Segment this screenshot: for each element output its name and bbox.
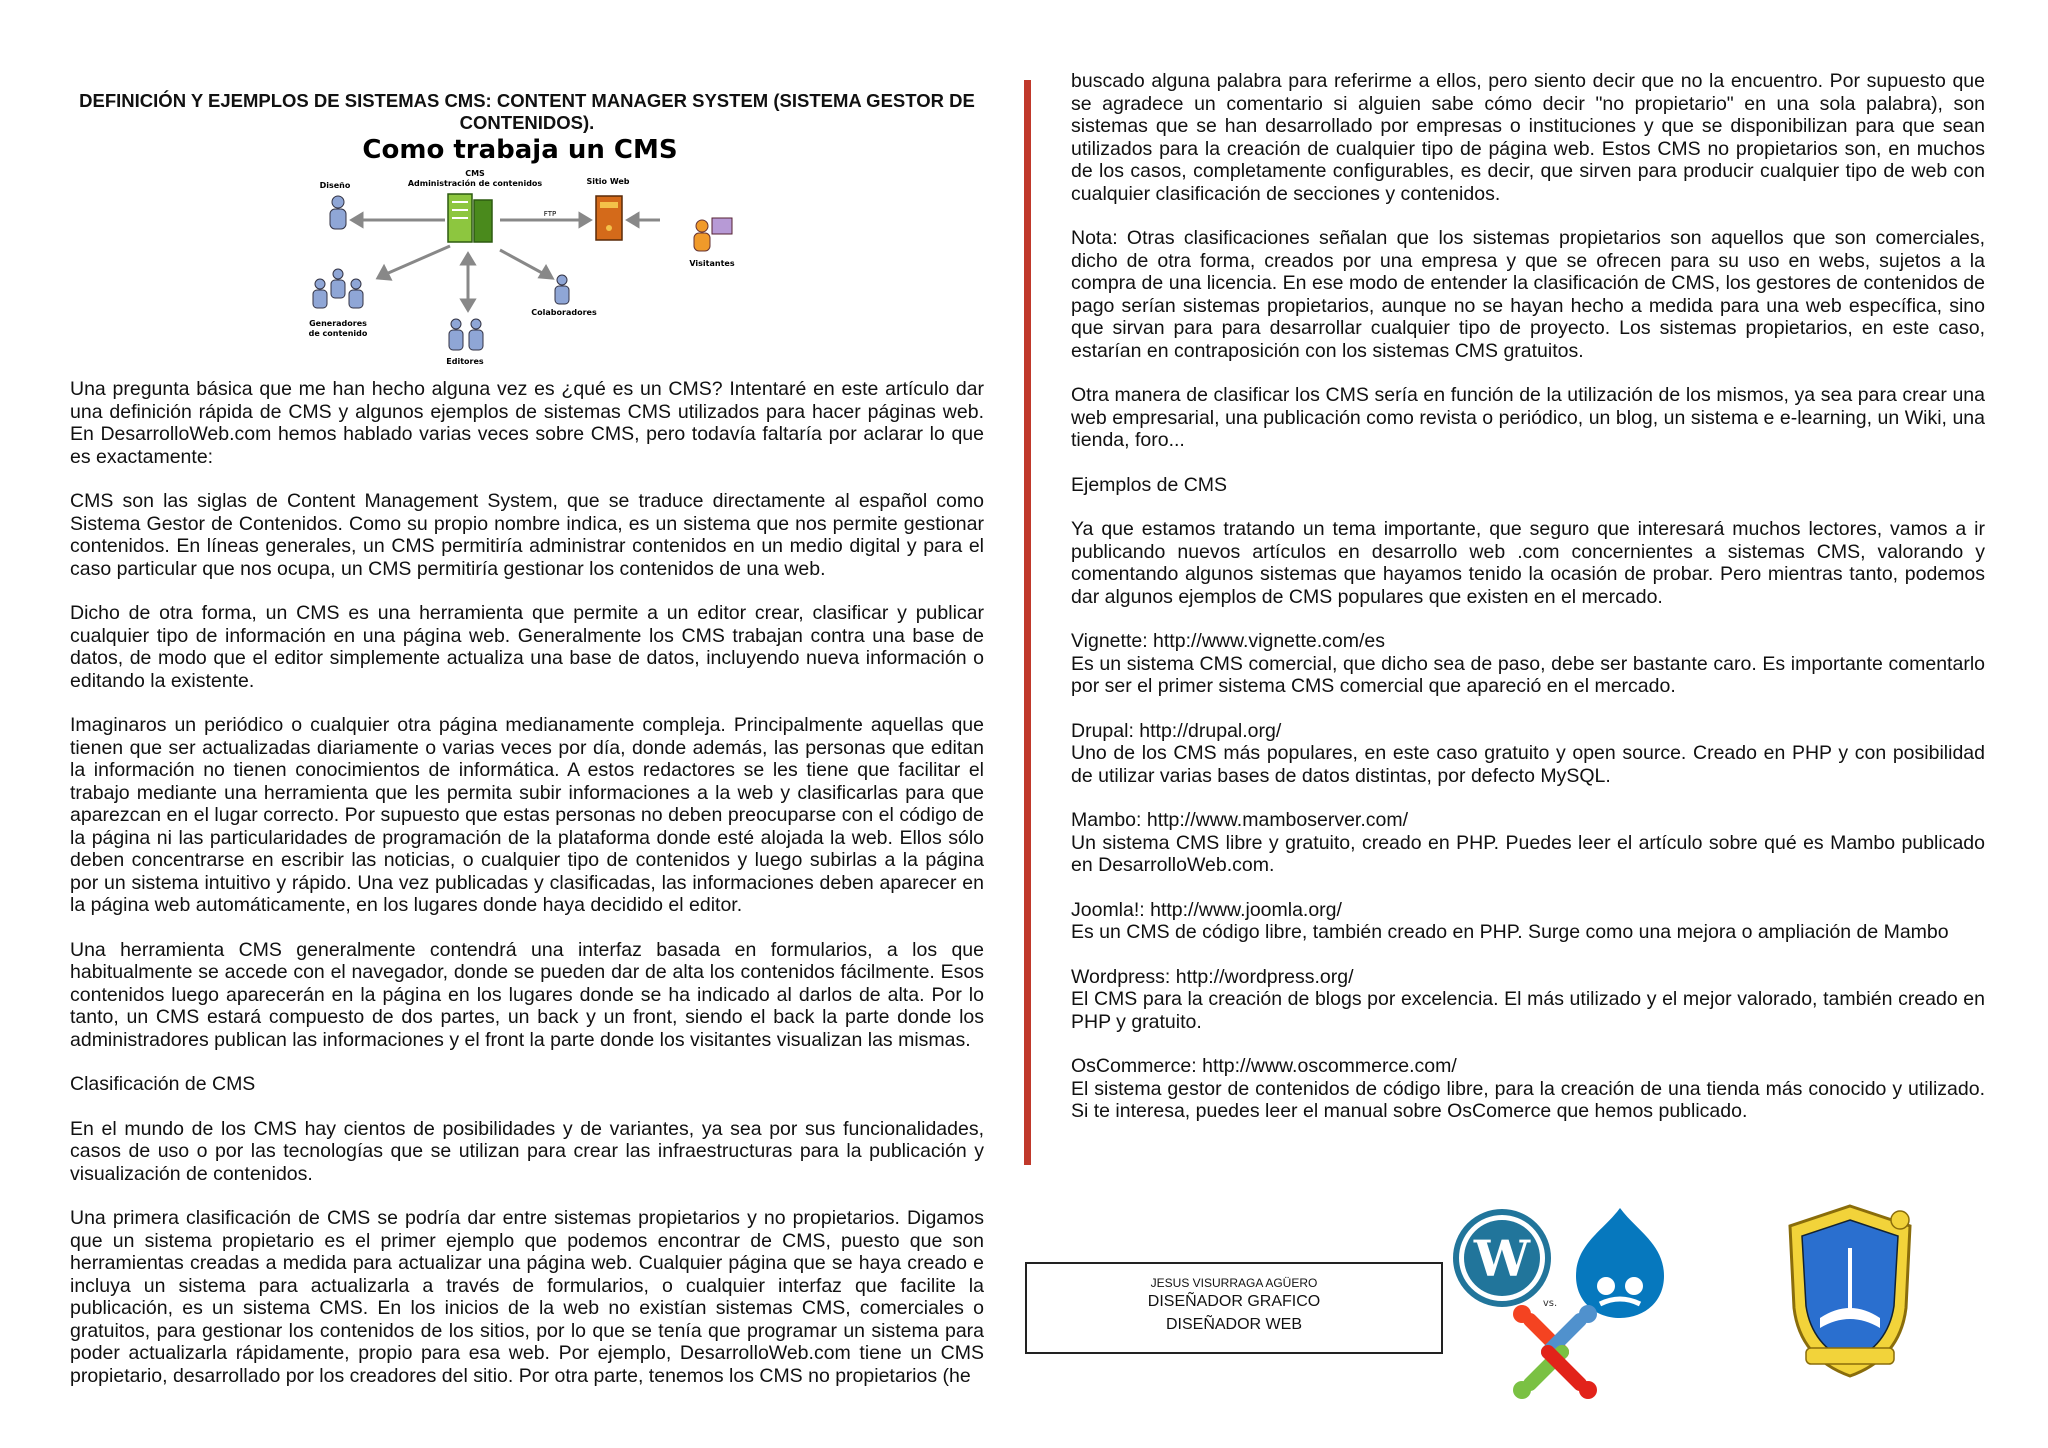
example-desc: Es un CMS de código libre, también creado en PHP. Surge como una mejora o ampliación de Mambo (1071, 921, 1949, 943)
diagram-editores-label: Editores (446, 357, 484, 366)
example-vignette (1071, 630, 1985, 698)
right-column (1071, 70, 1985, 1123)
diagram-cms-label: CMS (465, 169, 485, 178)
diagram-generators-icon (313, 269, 363, 308)
example-desc: Es un sistema CMS comercial, que dicho sea de paso, debe ser bastante caro. Es importante comentarlo por ser el primer sistema CMS comercial que apareció en el mercado. (1071, 652, 1985, 697)
example-name: Vignette: http://www.vignette.com/es (1071, 630, 1385, 652)
cms-logos (1450, 1200, 1670, 1400)
left-column (70, 378, 984, 1387)
diagram-cms-server-icon (448, 194, 492, 242)
document-title: DEFINICIÓN Y EJEMPLOS DE SISTEMAS CMS: CONTENT MANAGER SYSTEM (SISTEMA GESTOR DE CONTENIDOS). (79, 90, 975, 133)
author-role-2: DISEÑADOR WEB (1165, 1316, 1302, 1333)
example-drupal (1071, 720, 1985, 788)
logos-vs-text: vs. (1542, 1298, 1558, 1309)
left-paragraph: CMS son las siglas de Content Management System, que se traduce directamente al español como Sistema Gestor de Contenidos. Como su propio nombre indica, es un sistema que nos permite gestionar contenidos. En líneas generales, un CMS permitiría administrar contenidos en un medio digital y para el caso particular que nos ocupa, un CMS permitiría gestionar los contenidos de una web. (70, 490, 984, 580)
section-heading-clasificacion: Clasificación de CMS (70, 1073, 256, 1095)
left-paragraph: Imaginaros un periódico o cualquier otra página medianamente compleja. Principalmente aquellas que tienen que ser actualizadas diariamente o varias veces por día, donde además, las personas que editan la información no tienen conocimientos de informática. A estos redactores se les tiene que facilitar el trabajo mediante una herramienta que les permita subir informaciones a la web y clasificarlas para que aparezcan en el lugar correcto. Por supuesto que estas personas no deben preocuparse con el código de la página ni las particularidades de programación de la plataforma donde esté alojada la web. Ellos sólo deben concentrarse en escribir las noticias, o cualquier tipo de contenidos y luego subirlas a la página por un sistema intuitivo y rápido. Una vez publicadas y clasificadas, las informaciones deben aparecer en la página web automáticamente, en los lugares donde haya decidido el editor. (70, 714, 984, 916)
example-desc: El sistema gestor de contenidos de código libre, para la creación de una tienda más conocido y utilizado. Si te interesa, puedes leer el manual sobre OsComerce que hemos publicado. (1071, 1077, 1985, 1122)
diagram-diseno-label: Diseño (319, 181, 351, 190)
right-paragraph: Otra manera de clasificar los CMS sería en función de la utilización de los mismos, ya sea para crear una web empresarial, una publicación como revista o periódico, un blog, un sistema e e-learning, un Wiki, una tienda, foro... (1071, 384, 1985, 451)
right-paragraph: Nota: Otras clasificaciones señalan que los sistemas propietarios son aquellos que son comerciales, dicho de otra forma, creados por una empresa y que se ofrecen para su uso en webs, sujetos a la compra de una licencia. En ese modo de entender la clasificación de CMS, los gestores de contenidos de pago serían sistemas propietarios, aunque no se hayan hecho a medida para una web específica, sino que sirvan para para desarrollar cualquier tipo de proyecto. Los sistemas propietarios, en este caso, estarían en contraposición con los sistemas CMS gratuitos. (1071, 227, 1985, 362)
diagram-visitantes-label: Visitantes (689, 259, 735, 268)
example-name: Drupal: http://drupal.org/ (1071, 719, 1282, 742)
left-paragraph: Una primera clasificación de CMS se podría dar entre sistemas propietarios y no propietarios. Digamos que un sistema propietario es el primer ejemplo que podemos encontrar de CMS, puesto que son herramientas creadas a medida para actualizar una página web. Cualquier página que se haya creado e incluya un sistema para actualizarla a través de formularios, o cualquier interfaz que facilite la publicación, es un sistema CMS. En los inicios de la web no existían sistemas CMS, comerciales o gratuitos, para gestionar los contenidos de los sitios, por lo que se tenía que programar un sistema para poder actualizarla rápidamente, propio para esa web. Por ejemplo, DesarrolloWeb.com tiene un CMS propietario, desarrollado por los creadores del sitio. Por otra parte, tenemos los CMS no propietarios (he (70, 1207, 984, 1387)
left-paragraph: En el mundo de los CMS hay cientos de posibilidades y de variantes, ya sea por sus funcionalidades, casos de uso o por las tecnologías que se utilizan para crear las infraestructuras para la publicación y visualización de contenidos. (70, 1117, 984, 1185)
diagram-visitor-icon (694, 218, 732, 251)
diagram-collaborators-icon (555, 275, 569, 304)
author-role-1: DISEÑADOR GRAFICO (1147, 1293, 1321, 1310)
example-desc: Un sistema CMS libre y gratuito, creado en PHP. Puedes leer el artículo sobre qué es Mambo publicado en DesarrolloWeb.com. (1071, 831, 1985, 876)
example-name: Mambo: http://www.mamboserver.com/ (1071, 809, 1409, 831)
example-joomla (1071, 899, 1985, 944)
diagram-generadores-label: Generadores (309, 319, 367, 328)
example-name: Joomla!: http://www.joomla.org/ (1071, 898, 1342, 921)
diagram-cms-sublabel: Administración de contenidos (407, 179, 543, 188)
example-oscommerce (1071, 1055, 1985, 1123)
diagram-editors-icon (449, 319, 483, 350)
example-name: OsCommerce: http://www.oscommerce.com/ (1071, 1055, 1457, 1077)
diagram-ftp-label: FTP (543, 210, 557, 218)
diagram-sitio-label: Sitio Web (586, 177, 630, 186)
section-heading-ejemplos: Ejemplos de CMS (1071, 473, 1228, 496)
diagram-heading: Como trabaja un CMS (362, 135, 678, 165)
column-divider (1024, 80, 1031, 1165)
author-name: JESUS VISURRAGA AGÜERO (1150, 1276, 1318, 1290)
diagram-designer-icon (330, 196, 346, 229)
drupal-logo-icon (1576, 1208, 1664, 1318)
cms-diagram (300, 134, 740, 366)
wordpress-logo-icon (1456, 1212, 1548, 1304)
right-paragraph: buscado alguna palabra para referirme a ellos, pero siento decir que no la encuentro. Por supuesto que se agradece un comentario si alguien sabe cómo decir "no propietario" en una sola palabra), son sistemas que se han desarrollado por empresas o instituciones y que se disponibilizan para que sean utilizados para la creación de cualquier tipo de página web. Estos CMS no propietarios son, en muchos de los casos, completamente configurables, es decir, que sirven para producir cualquier tipo de web con cualquier clasificación de secciones y contenidos. (1071, 70, 1985, 205)
example-name: Wordpress: http://wordpress.org/ (1071, 965, 1354, 988)
example-wordpress (1071, 966, 1985, 1034)
institution-crest-icon (1780, 1198, 1920, 1383)
diagram-website-server-icon (596, 196, 622, 240)
left-paragraph: Una pregunta básica que me han hecho alguna vez es ¿qué es un CMS? Intentaré en este artículo dar una definición rápida de CMS y algunos ejemplos de sistemas CMS utilizados para hacer páginas web. En DesarrolloWeb.com hemos hablado varias veces sobre CMS, pero todavía faltaría por aclarar lo que es exactamente: (70, 378, 984, 468)
svg-text:W: W (1473, 1229, 1531, 1288)
left-paragraph: Dicho de otra forma, un CMS es una herramienta que permite a un editor crear, clasificar y publicar cualquier tipo de información en una página web. Generalmente los CMS trabajan contra una base de datos, de modo que el editor simplemente actualiza una base de datos, incluyendo nueva información o editando la existente. (70, 602, 984, 692)
joomla-logo-icon (1513, 1305, 1597, 1399)
example-desc: Uno de los CMS más populares, en este caso gratuito y open source. Creado en PHP y con posibilidad de utilizar varias bases de datos distintas, por defecto MySQL. (1071, 742, 1985, 787)
left-paragraph: Una herramienta CMS generalmente contendrá una interfaz basada en formularios, a los que habitualmente se accede con el navegador, donde se pueden dar de alta los contenidos fácilmente. Esos contenidos luego aparecerán en la página en los lugares donde se ha indicado al darlos de alta. Por lo tanto, un CMS estará compuesto de dos partes, un back y un front, siendo el back la parte donde los administradores publican las informaciones y el front la parte donde los visitantes visualizan las mismas. (70, 938, 984, 1051)
diagram-generadores-sublabel: de contenido (308, 329, 368, 338)
author-signature-box (1025, 1262, 1443, 1354)
example-mambo (1071, 809, 1985, 877)
right-paragraph: Ya que estamos tratando un tema importante, que seguro que interesará muchos lectores, vamos a ir publicando nuevos artículos en desarrollo web .com concernientes a sistemas CMS, valorando y comentando algunos sistemas que hayamos tenido la ocasión de probar. Pero mientras tanto, podemos dar algunos ejemplos de CMS populares que existen en el mercado. (1071, 518, 1985, 608)
diagram-colaboradores-label: Colaboradores (531, 308, 597, 317)
example-desc: El CMS para la creación de blogs por excelencia. El más utilizado y el mejor valorado, también creado en PHP y gratuito. (1071, 988, 1985, 1033)
